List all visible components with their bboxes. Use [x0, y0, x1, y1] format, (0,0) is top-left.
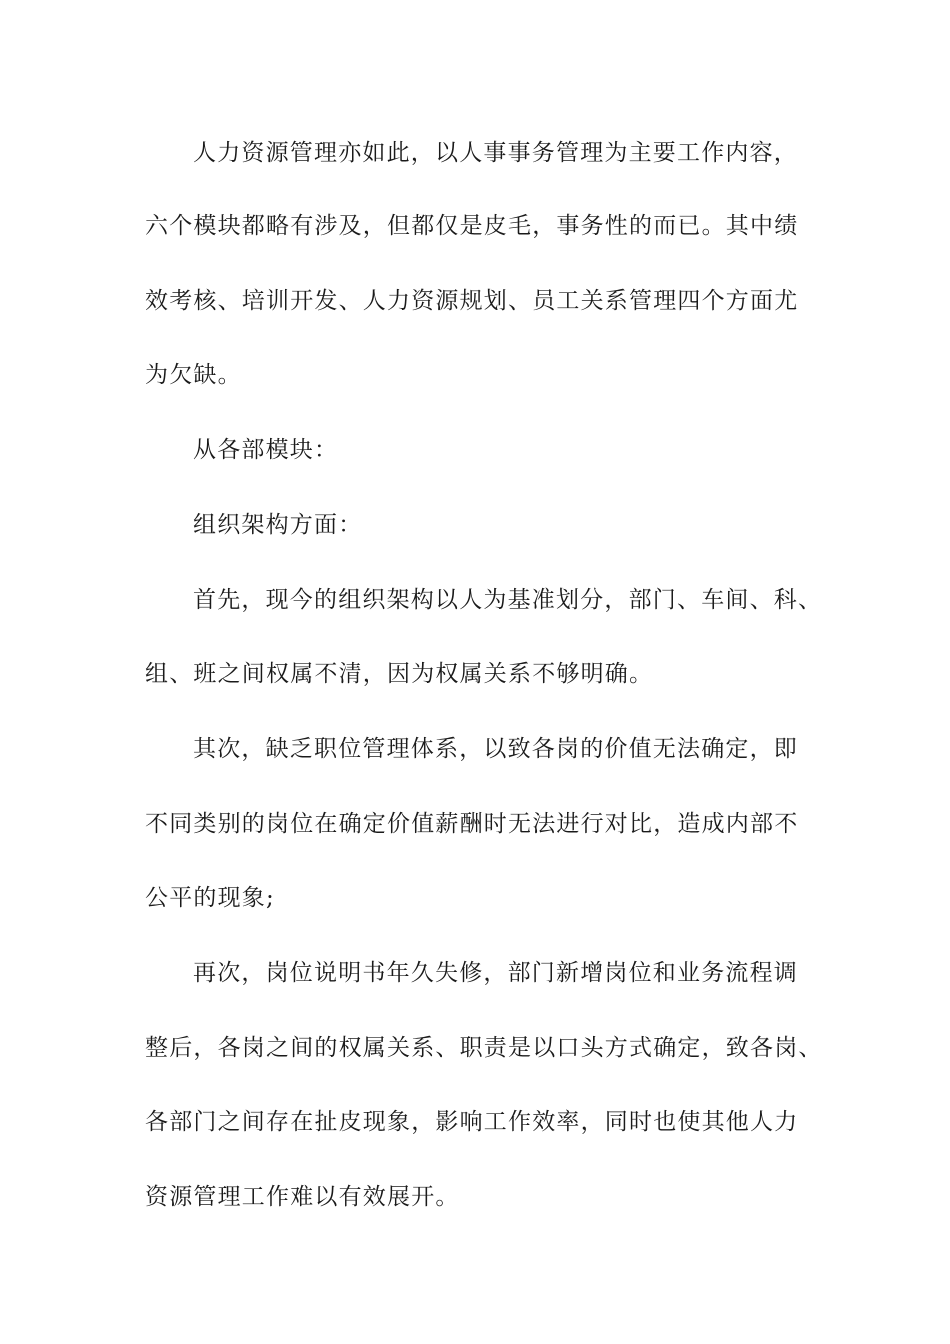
paragraph-2-line-1: 从各部模块： [193, 437, 339, 463]
paragraph-1-line-1: 人力资源管理亦如此，以人事事务管理为主要工作内容， [193, 140, 798, 166]
paragraph-4-line-2: 组、班之间权属不清，因为权属关系不够明确。 [145, 661, 654, 687]
paragraph-5-line-1: 其次，缺乏职位管理体系，以致各岗的价值无法确定，即 [193, 736, 798, 762]
paragraph-6-line-4: 资源管理工作难以有效展开。 [145, 1184, 460, 1210]
paragraph-3-line-1: 组织架构方面： [193, 512, 363, 538]
paragraph-1-line-4: 为欠缺。 [145, 362, 242, 388]
paragraph-6-line-1: 再次，岗位说明书年久失修，部门新增岗位和业务流程调 [193, 960, 798, 986]
paragraph-5-line-3: 公平的现象; [145, 885, 275, 911]
paragraph-1-line-2: 六个模块都略有涉及，但都仅是皮毛，事务性的而已。其中绩 [145, 213, 799, 239]
paragraph-6-line-3: 各部门之间存在扯皮现象，影响工作效率，同时也使其他人力 [145, 1109, 799, 1135]
paragraph-5-line-2: 不同类别的岗位在确定价值薪酬时无法进行对比，造成内部不 [145, 811, 799, 837]
paragraph-1-line-3: 效考核、培训开发、人力资源规划、员工关系管理四个方面尤 [145, 288, 799, 314]
paragraph-6-line-2: 整后，各岗之间的权属关系、职责是以口头方式确定，致各岗、 [145, 1035, 823, 1061]
paragraph-4-line-1: 首先，现今的组织架构以人为基准划分，部门、车间、科、 [193, 587, 823, 613]
